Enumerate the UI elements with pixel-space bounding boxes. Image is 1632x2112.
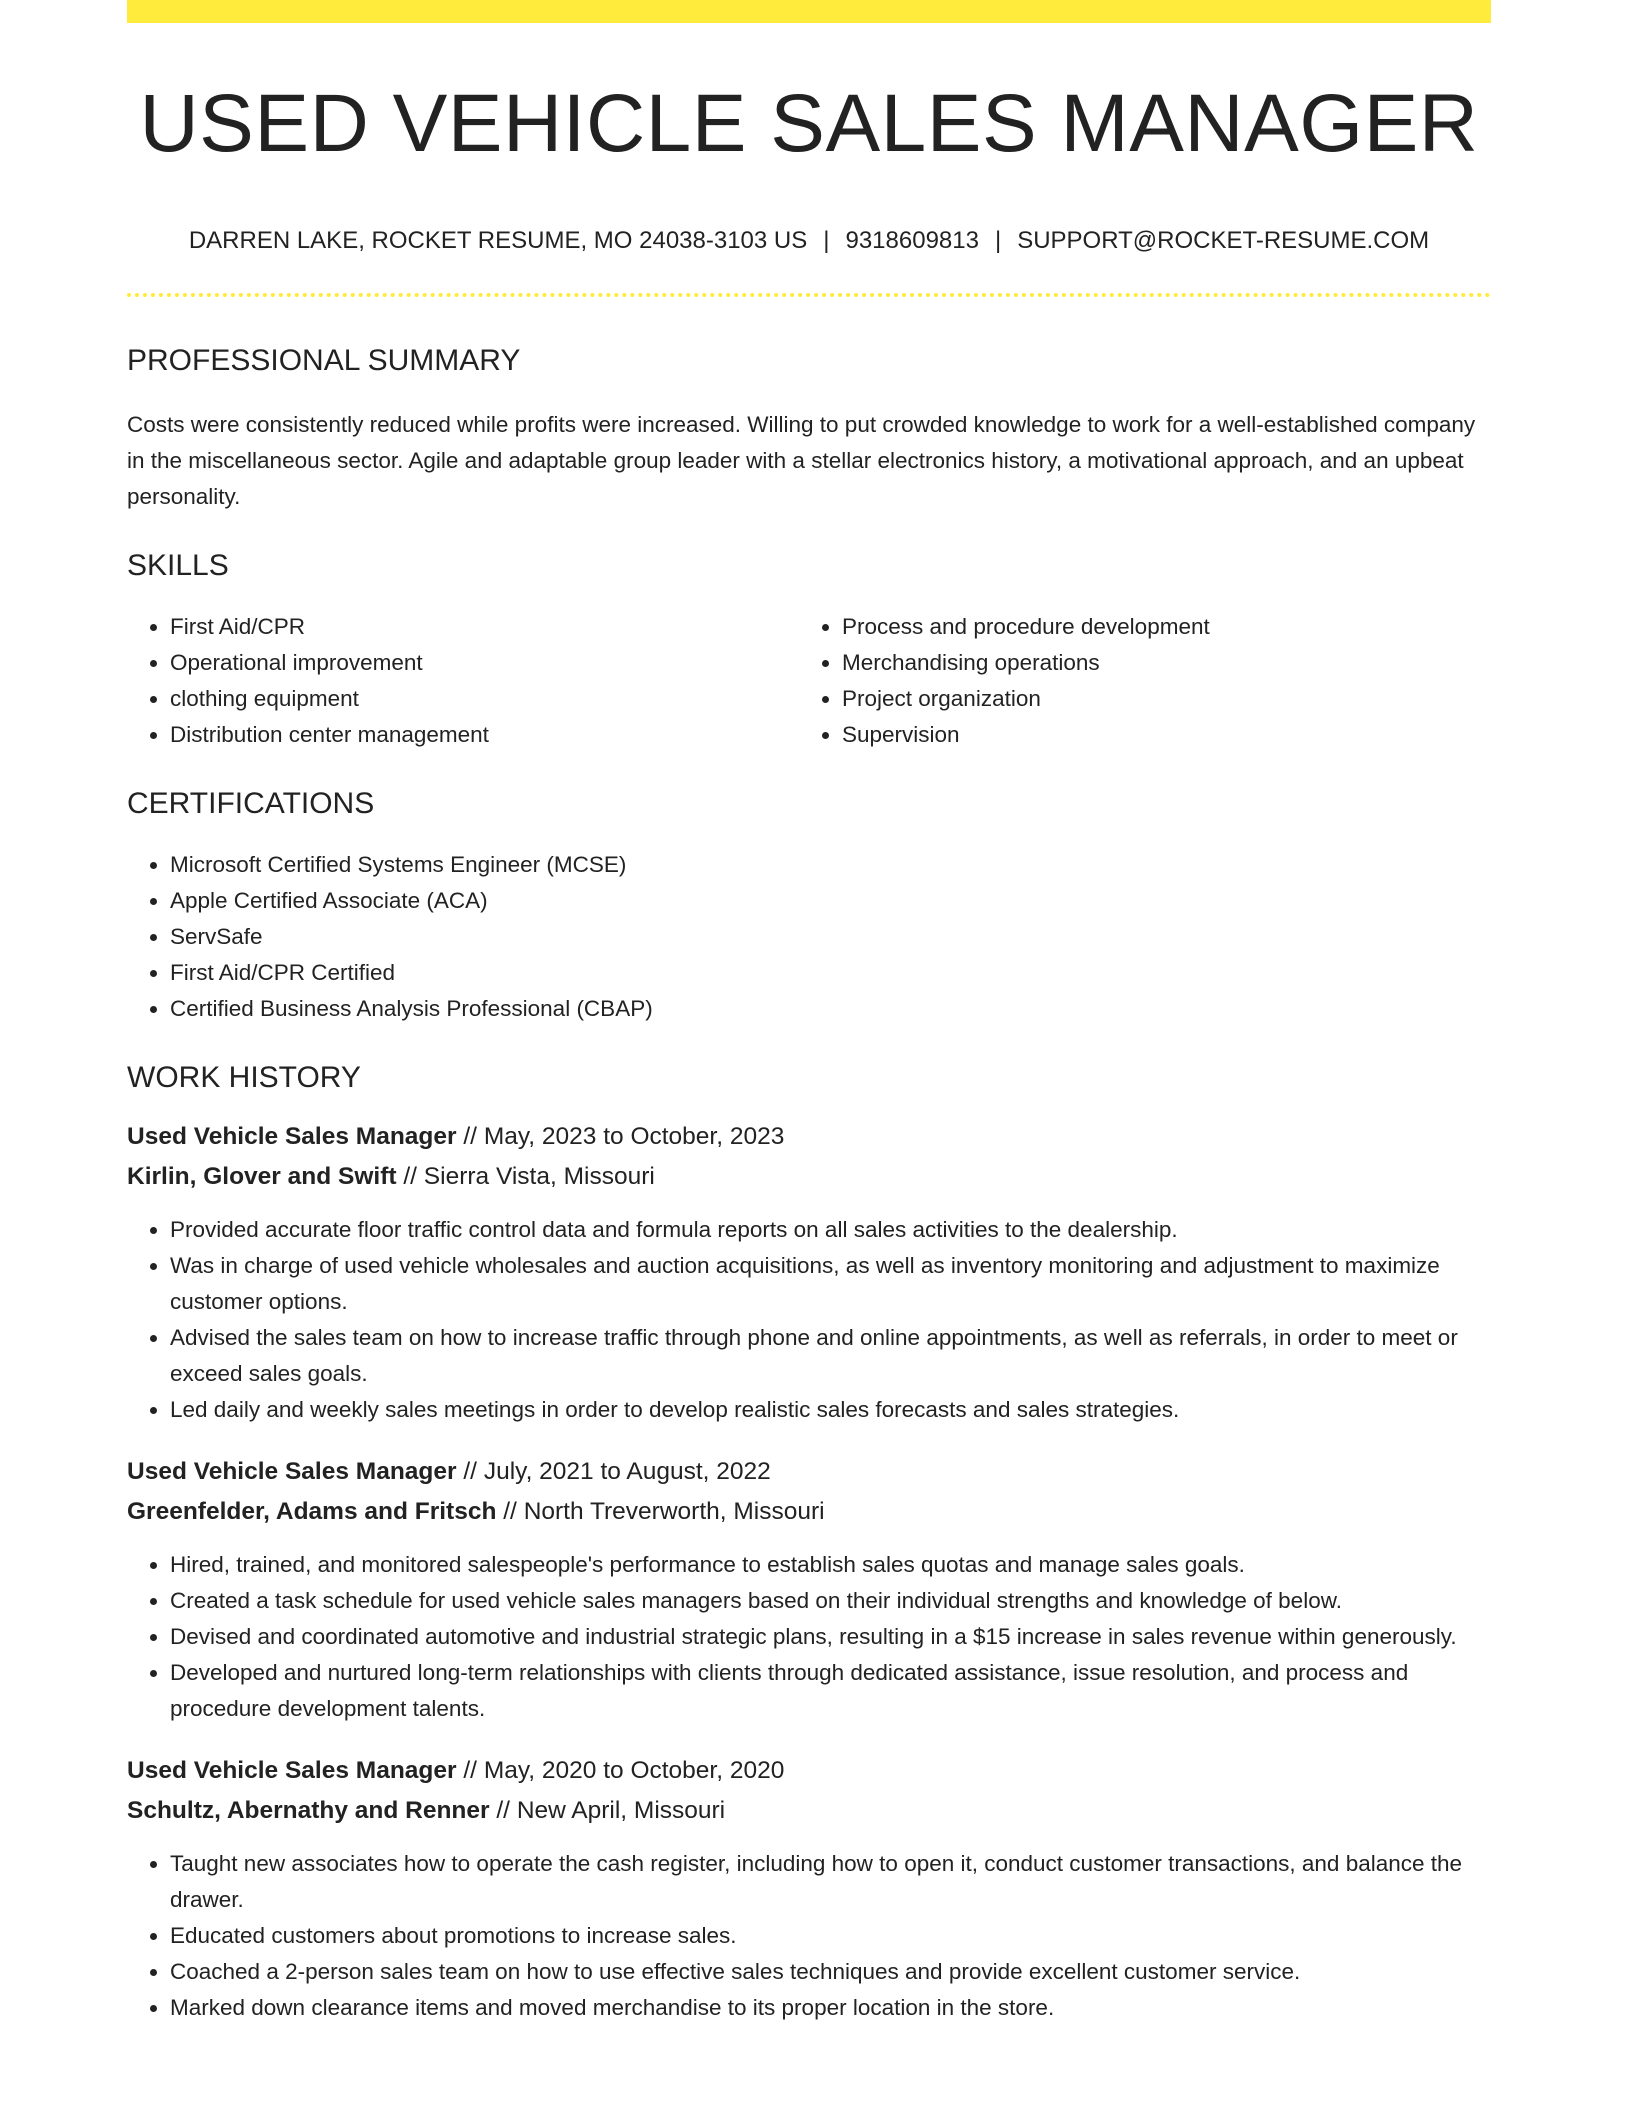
dotted-divider <box>127 293 1491 297</box>
skill-item: • Merchandising operations <box>842 645 1471 681</box>
job-bullet: • Hired, trained, and monitored salespeople's performance to establish sales quotas and manage sales goals. <box>170 1547 1491 1583</box>
job-dates: May, 2023 to October, 2023 <box>483 1123 785 1150</box>
job-separator: // <box>496 1796 510 1824</box>
job-bullet: • Developed and nurtured long-term relationships with clients through dedicated assistance, issue resolution, and process and procedure development talents. <box>170 1655 1491 1727</box>
contact-email: SUPPORT@ROCKET-RESUME.COM <box>1017 227 1430 254</box>
job-bullet: • Devised and coordinated automotive and industrial strategic plans, resulting in a $15 increase in sales revenue within generously. <box>170 1619 1491 1655</box>
work-history-heading: WORK HISTORY <box>127 1061 361 1094</box>
job-bullet: • Led daily and weekly sales meetings in order to develop realistic sales forecasts and sales strategies. <box>170 1392 1491 1428</box>
contact-separator: | <box>823 227 830 254</box>
resume-page <box>127 0 1491 2026</box>
skill-item: • Operational improvement <box>170 645 799 681</box>
job-company-line <box>127 1796 1491 1824</box>
skills-heading: SKILLS <box>127 549 229 582</box>
certifications-heading: CERTIFICATIONS <box>127 787 375 820</box>
certification-item: • First Aid/CPR Certified <box>170 955 1491 991</box>
summary-text: Costs were consistently reduced while profits were increased. Willing to put crowded knowledge to work for a well-established company in the miscellaneous sector. Agile and adaptable group leader with a stellar electronics history, a motivational approach, and an upbeat personality. <box>127 412 1476 509</box>
contact-address: DARREN LAKE, ROCKET RESUME, MO 24038-3103 US <box>188 227 808 254</box>
skill-item: • First Aid/CPR <box>170 609 799 645</box>
certification-item: • Microsoft Certified Systems Engineer (MCSE) <box>170 847 1491 883</box>
job-separator: // <box>503 1497 517 1525</box>
page-title: USED VEHICLE SALES MANAGER <box>139 78 1479 169</box>
job-title: Used Vehicle Sales Manager <box>127 1123 457 1150</box>
job-location: Sierra Vista, Missouri <box>423 1162 655 1190</box>
certification-item: • ServSafe <box>170 919 1491 955</box>
job-bullet: • Provided accurate floor traffic control data and formula reports on all sales activities to the dealership. <box>170 1212 1491 1248</box>
certification-item: • Apple Certified Associate (ACA) <box>170 883 1491 919</box>
job-location: New April, Missouri <box>516 1796 726 1824</box>
job-title-line <box>127 1460 1491 1485</box>
job-company: Greenfelder, Adams and Fritsch <box>127 1497 497 1525</box>
job-company-line <box>127 1162 1491 1190</box>
job-entry <box>127 1759 1491 2026</box>
skills-column-right <box>799 609 1471 753</box>
certification-item: • Certified Business Analysis Professional (CBAP) <box>170 991 1491 1027</box>
job-separator: // <box>463 1123 477 1150</box>
skills-grid <box>127 609 1491 753</box>
contact-line <box>127 229 1491 253</box>
accent-bar <box>127 0 1491 23</box>
job-bullet: • Created a task schedule for used vehicle sales managers based on their individual strengths and knowledge of below. <box>170 1583 1491 1619</box>
job-bullet: • Was in charge of used vehicle wholesales and auction acquisitions, as well as inventory monitoring and adjustment to maximize customer options. <box>170 1248 1491 1320</box>
job-entry <box>127 1460 1491 1727</box>
job-company: Kirlin, Glover and Swift <box>127 1162 397 1190</box>
job-separator: // <box>403 1162 417 1190</box>
job-location: North Treverworth, Missouri <box>523 1497 825 1525</box>
job-dates: July, 2021 to August, 2022 <box>483 1458 771 1485</box>
job-bullet: • Taught new associates how to operate the cash register, including how to open it, conduct customer transactions, and balance the drawer. <box>170 1846 1491 1918</box>
job-dates: May, 2020 to October, 2020 <box>483 1757 785 1784</box>
job-company-line <box>127 1497 1491 1525</box>
job-title: Used Vehicle Sales Manager <box>127 1458 457 1485</box>
job-bullet: • Advised the sales team on how to increase traffic through phone and online appointments, as well as referrals, in order to meet or exceed sales goals. <box>170 1320 1491 1392</box>
contact-phone: 9318609813 <box>845 227 979 254</box>
job-company: Schultz, Abernathy and Renner <box>127 1796 490 1824</box>
skill-item: • clothing equipment <box>170 681 799 717</box>
job-separator: // <box>463 1757 477 1784</box>
job-title: Used Vehicle Sales Manager <box>127 1757 457 1784</box>
job-entry <box>127 1125 1491 1428</box>
skill-item: • Supervision <box>842 717 1471 753</box>
job-title-line <box>127 1125 1491 1150</box>
skills-column-left <box>127 609 799 753</box>
job-separator: // <box>463 1458 477 1485</box>
job-bullets <box>127 1846 1491 2026</box>
skill-item: • Process and procedure development <box>842 609 1471 645</box>
job-bullet: • Marked down clearance items and moved merchandise to its proper location in the store. <box>170 1990 1491 2026</box>
skills-list-left <box>127 609 799 753</box>
skill-item: • Distribution center management <box>170 717 799 753</box>
job-bullets <box>127 1547 1491 1727</box>
job-bullets <box>127 1212 1491 1428</box>
skills-list-right <box>799 609 1471 753</box>
skill-item: • Project organization <box>842 681 1471 717</box>
contact-separator: | <box>994 227 1002 254</box>
summary-heading: PROFESSIONAL SUMMARY <box>127 344 521 377</box>
job-title-line <box>127 1759 1491 1784</box>
job-bullet: • Coached a 2-person sales team on how to use effective sales techniques and provide excellent customer service. <box>170 1954 1491 1990</box>
certifications-list <box>127 847 1491 1027</box>
job-bullet: • Educated customers about promotions to increase sales. <box>170 1918 1491 1954</box>
